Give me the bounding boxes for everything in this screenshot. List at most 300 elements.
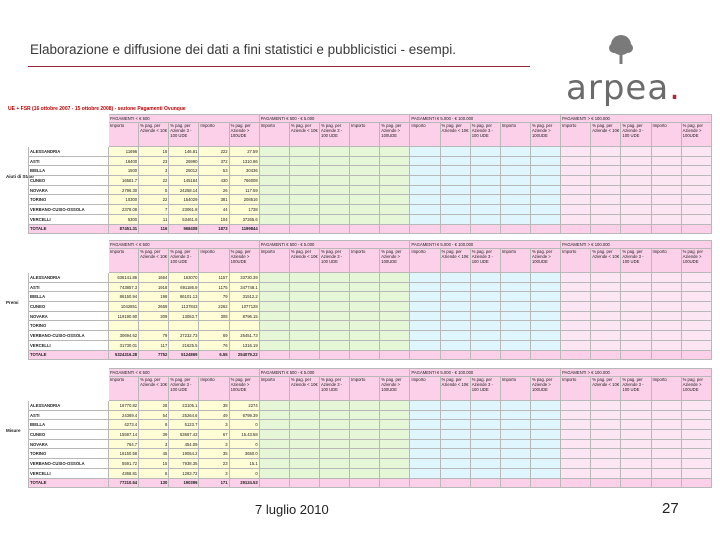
table-cell <box>591 420 621 430</box>
table-cell: 208516 <box>229 195 259 205</box>
table-cell <box>410 459 440 469</box>
table-cell <box>561 340 591 350</box>
table-cell <box>681 331 711 341</box>
table-cell <box>561 401 591 411</box>
table-cell <box>500 401 530 411</box>
table-cell <box>530 214 560 224</box>
table-cell <box>350 468 380 478</box>
table-cell <box>530 430 560 440</box>
table-cell <box>319 420 349 430</box>
table-cell <box>651 166 681 176</box>
table-cell: 44 <box>199 205 229 215</box>
table-cell <box>319 430 349 440</box>
table-cell <box>591 195 621 205</box>
table-cell <box>319 147 349 157</box>
table-cell <box>651 273 681 283</box>
table-cell: 1738 <box>229 205 259 215</box>
table-cell: 6.55 <box>199 350 229 360</box>
table-cell <box>410 420 440 430</box>
column-subheader: Importo <box>561 123 591 147</box>
table-cell <box>410 302 440 312</box>
table-cell: 23 <box>199 459 229 469</box>
column-subheader: % pag. per Aziende 3 - 100 UDE <box>319 123 349 147</box>
column-subheader: % pag. per Aziende < 10€ <box>591 377 621 401</box>
table-cell <box>380 410 410 420</box>
table-cell <box>530 468 560 478</box>
table-cell: 2262 <box>199 302 229 312</box>
table-cell <box>289 439 319 449</box>
table-cell <box>651 420 681 430</box>
table-cell <box>259 214 289 224</box>
table-cell <box>530 166 560 176</box>
table-cell: 117 <box>139 340 169 350</box>
table-cell <box>621 401 651 411</box>
table-cell <box>621 282 651 292</box>
column-group-header: PAGAMENTI € 500 - € 5.000 <box>259 369 410 377</box>
table-cell <box>530 449 560 459</box>
table-caption: UE + FSR (16 ottobre 2007 - 15 ottobre 2008) - sezione Pagamenti Ovunque <box>8 106 186 112</box>
table-cell <box>530 311 560 321</box>
table-cell: 454.09 <box>169 439 199 449</box>
table-cell <box>470 459 500 469</box>
table-cell: 743857.3 <box>109 282 139 292</box>
table-cell <box>561 410 591 420</box>
table-cell <box>440 430 470 440</box>
table-cell <box>591 166 621 176</box>
table-cell <box>440 292 470 302</box>
table-cell <box>380 459 410 469</box>
table-cell <box>681 430 711 440</box>
table-cell <box>350 401 380 411</box>
table-cell <box>621 459 651 469</box>
table-cell <box>289 420 319 430</box>
table-cell <box>591 302 621 312</box>
table-cell <box>319 166 349 176</box>
table-cell <box>169 321 199 331</box>
column-group-header: PAGAMENTI € 5.000 - € 100.000 <box>410 241 561 249</box>
table-cell <box>530 147 560 157</box>
table-cell: 3650.0 <box>229 449 259 459</box>
table-cell <box>259 410 289 420</box>
table-cell: 636141.86 <box>109 273 139 283</box>
table-cell: 13053.7 <box>169 311 199 321</box>
column-group-header: PAGAMENTI € 500 - € 5.000 <box>259 241 410 249</box>
table-cell <box>591 321 621 331</box>
table-cell <box>440 224 470 234</box>
table-cell <box>500 156 530 166</box>
table-cell: 190396 <box>169 478 199 488</box>
table-cell <box>651 331 681 341</box>
table-cell: 53667.43 <box>169 430 199 440</box>
table-cell <box>561 350 591 360</box>
table-cell <box>530 321 560 331</box>
table-cell <box>289 311 319 321</box>
table-cell: 198 <box>139 292 169 302</box>
table-cell <box>470 410 500 420</box>
province-name: VERCELLI <box>29 340 109 350</box>
table-cell <box>530 292 560 302</box>
table-cell: 2669 <box>139 302 169 312</box>
province-name: ALESSANDRIA <box>29 147 109 157</box>
table-cell <box>681 176 711 186</box>
table-cell <box>621 185 651 195</box>
table-cell: 5591.72 <box>109 459 139 469</box>
table-cell <box>530 459 560 469</box>
table-cell <box>681 147 711 157</box>
table-cell <box>681 468 711 478</box>
table-row <box>29 292 712 302</box>
table-cell: 16400 <box>109 156 139 166</box>
table-row <box>29 311 712 321</box>
table-cell <box>470 156 500 166</box>
column-group-header: PAGAMENTI > € 100.000 <box>561 115 712 123</box>
table-cell <box>681 311 711 321</box>
table-cell <box>350 166 380 176</box>
table-cell <box>380 430 410 440</box>
table-cell <box>470 430 500 440</box>
logo-dot: . <box>669 68 681 108</box>
table-cell <box>440 302 470 312</box>
table-cell <box>350 205 380 215</box>
table-cell: 7 <box>139 205 169 215</box>
table-cell: 76 <box>199 340 229 350</box>
table-row <box>29 156 712 166</box>
table-cell <box>259 273 289 283</box>
table-cell <box>350 147 380 157</box>
table-cell <box>591 468 621 478</box>
table-cell: 309 <box>139 311 169 321</box>
table-cell: 1199844 <box>229 224 259 234</box>
table-cell <box>410 273 440 283</box>
table-cell <box>259 185 289 195</box>
table-cell: 5124869 <box>169 350 199 360</box>
table-cell: 764.7 <box>109 439 139 449</box>
table-cell <box>410 449 440 459</box>
table-cell: 5324316.28 <box>109 350 139 360</box>
column-subheader: % pag. per Aziende < 10€ <box>440 249 470 273</box>
table-cell: 1175 <box>199 282 229 292</box>
table-cell <box>259 468 289 478</box>
column-subheader: % pag. per Aziende 3 - 100 UDE <box>621 377 651 401</box>
table-cell <box>621 449 651 459</box>
table-cell: 29124.53 <box>229 478 259 488</box>
table-cell: 11 <box>139 214 169 224</box>
region-label: Premi <box>6 300 19 305</box>
table-cell <box>440 185 470 195</box>
column-subheader: Importo <box>410 377 440 401</box>
table-cell <box>380 292 410 302</box>
table-cell <box>651 302 681 312</box>
table-cell <box>380 449 410 459</box>
column-subheader: % pag. per Aziende 3 - 100 UDE <box>470 377 500 401</box>
table-cell: 5300 <box>109 214 139 224</box>
table-cell: 54 <box>139 410 169 420</box>
table-cell: 3 <box>139 166 169 176</box>
table-cell <box>350 340 380 350</box>
table-cell: 19054.2 <box>169 449 199 459</box>
table-cell <box>530 350 560 360</box>
table-cell <box>289 282 319 292</box>
table-cell <box>500 340 530 350</box>
table-cell <box>470 214 500 224</box>
table-cell <box>350 156 380 166</box>
table-cell: 26990 <box>169 156 199 166</box>
table-cell <box>380 185 410 195</box>
table-cell: 53 <box>199 166 229 176</box>
table-cell: 1310.86 <box>229 156 259 166</box>
table-cell <box>259 302 289 312</box>
table-cell <box>410 147 440 157</box>
table-cell: 1137843 <box>169 302 199 312</box>
column-subheader: Importo <box>500 249 530 273</box>
table-cell <box>380 195 410 205</box>
table-cell <box>350 176 380 186</box>
table-cell <box>289 176 319 186</box>
table-cell <box>561 156 591 166</box>
page-number: 27 <box>662 500 679 517</box>
table-cell <box>591 205 621 215</box>
column-subheader: Importo <box>199 123 229 147</box>
table-cell <box>591 439 621 449</box>
table-cell <box>380 321 410 331</box>
table-cell <box>319 468 349 478</box>
table-row <box>29 273 712 283</box>
column-subheader: Importo <box>651 123 681 147</box>
table-cell <box>561 292 591 302</box>
table-cell <box>681 410 711 420</box>
table-cell: 254079.22 <box>229 350 259 360</box>
table-cell <box>350 311 380 321</box>
table-cell: 2796.30 <box>109 185 139 195</box>
table-cell <box>651 282 681 292</box>
table-row <box>29 340 712 350</box>
table-cell: 0 <box>229 420 259 430</box>
table-cell <box>259 224 289 234</box>
table-cell <box>500 410 530 420</box>
table-cell <box>410 340 440 350</box>
table-cell: 7938.35 <box>169 459 199 469</box>
table-cell <box>259 195 289 205</box>
column-subheader: Importo <box>651 249 681 273</box>
table-cell <box>109 321 139 331</box>
table-cell <box>350 430 380 440</box>
table-cell: 35 <box>199 449 229 459</box>
table-cell <box>380 478 410 488</box>
table-cell <box>440 311 470 321</box>
table-cell <box>319 195 349 205</box>
table-cell: 1873 <box>199 224 229 234</box>
table-cell <box>350 478 380 488</box>
province-name: ALESSANDRIA <box>29 273 109 283</box>
table-cell <box>561 176 591 186</box>
table-cell <box>470 350 500 360</box>
column-subheader: % pag. per Aziende 3 - 100 UDE <box>470 249 500 273</box>
province-name: NOVARA <box>29 311 109 321</box>
title-rule <box>28 66 530 67</box>
table-cell <box>139 321 169 331</box>
table-cell <box>561 459 591 469</box>
column-subheader: Importo <box>500 377 530 401</box>
column-subheader: Importo <box>500 123 530 147</box>
table-cell: 0 <box>229 468 259 478</box>
table-cell <box>500 439 530 449</box>
table-cell: 2274 <box>229 401 259 411</box>
table-cell <box>289 292 319 302</box>
table-cell: 15.1 <box>229 459 259 469</box>
table-cell <box>470 401 500 411</box>
table-cell <box>561 331 591 341</box>
table-cell <box>561 185 591 195</box>
column-subheader: % pag. per Aziende 3 - 100 UDE <box>169 123 199 147</box>
table-cell <box>289 214 319 224</box>
table-cell <box>319 439 349 449</box>
table-cell <box>410 439 440 449</box>
table-cell <box>289 449 319 459</box>
column-subheader: % pag. per Aziende < 10€ <box>289 123 319 147</box>
table-cell <box>651 340 681 350</box>
column-subheader: Importo <box>410 249 440 273</box>
table-cell: 77210.54 <box>109 478 139 488</box>
table-cell <box>591 331 621 341</box>
table-cell: 1918 <box>139 282 169 292</box>
table-cell <box>259 331 289 341</box>
table-cell <box>621 147 651 157</box>
column-subheader: Importo <box>410 123 440 147</box>
column-subheader: % pag. per Aziende > 100UDE <box>380 123 410 147</box>
table-cell <box>621 478 651 488</box>
table-cell <box>319 311 349 321</box>
table-row <box>29 147 712 157</box>
table-cell <box>350 185 380 195</box>
table-cell <box>561 420 591 430</box>
column-subheader: Importo <box>350 249 380 273</box>
table-cell <box>561 166 591 176</box>
table-cell <box>259 420 289 430</box>
table-cell: 22 <box>139 176 169 186</box>
table-cell <box>621 176 651 186</box>
table-cell: 3 <box>199 439 229 449</box>
table-cell <box>289 459 319 469</box>
table-cell <box>259 449 289 459</box>
table-cell <box>289 468 319 478</box>
table-cell <box>681 224 711 234</box>
table-cell <box>561 321 591 331</box>
province-name: ASTI <box>29 156 109 166</box>
table-cell <box>500 214 530 224</box>
table-cell <box>561 214 591 224</box>
table-cell <box>410 311 440 321</box>
table-cell <box>561 449 591 459</box>
column-subheader: % pag. per Aziende 3 - 100 UDE <box>470 123 500 147</box>
table-cell <box>591 478 621 488</box>
table-cell <box>561 478 591 488</box>
table-cell: 8796.15 <box>229 311 259 321</box>
table-cell: 16 <box>139 147 169 157</box>
table-cell <box>440 478 470 488</box>
table-cell <box>500 449 530 459</box>
table-cell <box>561 468 591 478</box>
table-row <box>29 331 712 341</box>
table-cell <box>621 420 651 430</box>
table-cell <box>380 156 410 166</box>
table-cell <box>410 350 440 360</box>
data-table <box>28 368 712 488</box>
table-cell <box>319 459 349 469</box>
table-cell: 171 <box>199 478 229 488</box>
table-cell <box>259 478 289 488</box>
table-cell <box>681 321 711 331</box>
table-cell <box>380 331 410 341</box>
column-subheader: % pag. per Aziende 3 - 100 UDE <box>169 249 199 273</box>
table-cell <box>561 302 591 312</box>
table-cell <box>621 430 651 440</box>
column-subheader: % pag. per Aziende < 10€ <box>139 123 169 147</box>
table-row <box>29 205 712 215</box>
table-cell <box>651 439 681 449</box>
column-subheader: Importo <box>199 249 229 273</box>
table-cell: 30436 <box>229 166 259 176</box>
table-cell <box>319 321 349 331</box>
table-cell <box>350 459 380 469</box>
table-row <box>29 410 712 420</box>
table-cell <box>591 449 621 459</box>
province-name: VERCELLI <box>29 468 109 478</box>
table-cell: 31512.2 <box>229 292 259 302</box>
table-cell <box>530 273 560 283</box>
table-row <box>29 195 712 205</box>
table-cell <box>199 321 229 331</box>
table-cell <box>289 331 319 341</box>
logo-text <box>566 68 681 108</box>
column-group-header: PAGAMENTI > € 100.000 <box>561 241 712 249</box>
table-cell <box>561 439 591 449</box>
table-cell <box>289 224 319 234</box>
table-cell <box>470 439 500 449</box>
table-row <box>29 459 712 469</box>
table-cell <box>470 478 500 488</box>
table-cell <box>440 439 470 449</box>
table-cell <box>289 185 319 195</box>
table-cell <box>621 156 651 166</box>
table-row <box>29 449 712 459</box>
table-cell <box>259 430 289 440</box>
table-cell <box>440 449 470 459</box>
table-cell: 7752 <box>139 350 169 360</box>
table-cell <box>289 321 319 331</box>
table-cell: 25264.6 <box>169 410 199 420</box>
table-cell <box>350 410 380 420</box>
column-subheader: % pag. per Aziende > 100UDE <box>380 377 410 401</box>
table-cell <box>591 430 621 440</box>
column-subheader: Importo <box>350 377 380 401</box>
table-cell: 27.59 <box>229 147 259 157</box>
table-cell <box>681 478 711 488</box>
table-cell <box>500 166 530 176</box>
table-cell <box>530 195 560 205</box>
table-cell <box>500 331 530 341</box>
province-name: TORINO <box>29 449 109 459</box>
table-cell <box>259 282 289 292</box>
table-row <box>29 321 712 331</box>
province-name: BIELLA <box>29 292 109 302</box>
table-cell <box>380 302 410 312</box>
table-cell <box>380 214 410 224</box>
table-cell <box>651 350 681 360</box>
province-name: VERCELLI <box>29 214 109 224</box>
table-cell <box>621 166 651 176</box>
table-cell <box>380 273 410 283</box>
table-cell <box>470 185 500 195</box>
